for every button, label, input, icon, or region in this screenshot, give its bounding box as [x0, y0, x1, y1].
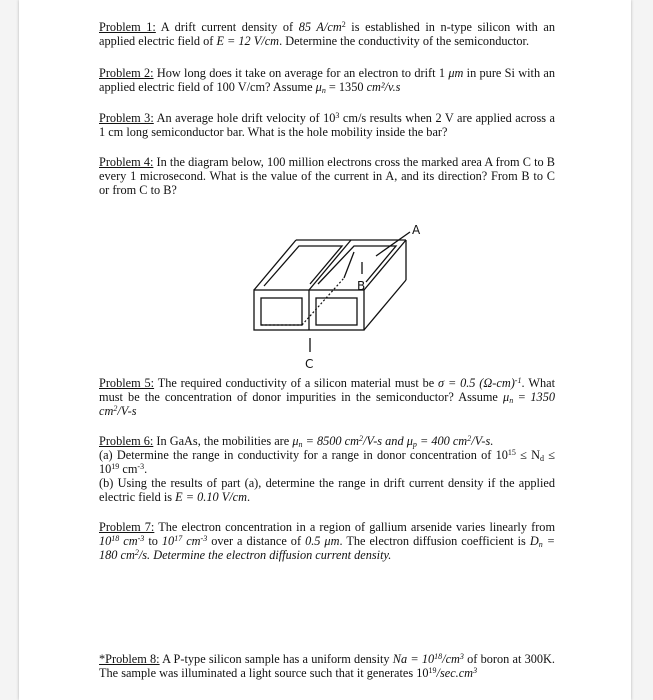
problem-text: How long does it take on average for an electron to drift 1 — [153, 66, 449, 80]
superscript: -1 — [514, 376, 522, 385]
problem-text: A drift current density of — [155, 20, 299, 34]
problem-text: In the diagram below, 100 million electrons cross the marked area A from C to B every 1 microsecond. What is the value of the current in A, and its direction? From B to C or from C to B? — [99, 155, 555, 197]
math-expression: cm — [119, 534, 138, 548]
inner-top-panel — [264, 246, 342, 286]
problem-1 — [99, 20, 555, 48]
problem-text: . The electron diffusion coefficient is — [339, 534, 530, 548]
bar-top-edge — [254, 240, 296, 290]
superscript: 19 — [428, 666, 437, 675]
math-symbol: μ — [406, 434, 413, 448]
problem-text: The required conductivity of a silicon material must be — [154, 376, 439, 390]
problem-label: *Problem 8: — [99, 652, 160, 666]
problem-5 — [99, 376, 555, 418]
problem-text: over a distance of — [207, 534, 306, 548]
problem-7 — [99, 520, 555, 562]
problem-text: to — [144, 534, 162, 548]
problem-text: . Determine the conductivity of the semiconductor. — [279, 34, 530, 48]
superscript: 2 — [134, 548, 139, 557]
superscript: 2 — [467, 434, 472, 443]
math-expression: 10 — [161, 534, 175, 548]
math-symbol: μm — [448, 66, 464, 80]
math-expression: cm — [182, 534, 201, 548]
math-expression: = 400 cm — [416, 434, 468, 448]
problem-text: cm/s results when 2 V are applied across a 1 cm long semiconductor bar. What is the hole mobility inside the bar? — [99, 111, 555, 139]
subscript: p — [412, 440, 417, 449]
superscript: 3 — [459, 652, 464, 661]
part-b-text: (b) Using the results of part (a), determine the range in drift current density if the applied electric field is — [99, 476, 555, 504]
problem-8 — [99, 652, 555, 680]
math-expression: = 180 cm — [99, 534, 556, 562]
bar-top-edge — [309, 240, 351, 290]
part-a-text: (a) Determine the range in conductivity for a range in donor concentration of 10 — [99, 448, 508, 462]
superscript: 2 — [358, 434, 363, 443]
problem-text: is established in n-type silicon with an applied electric field of — [99, 20, 555, 48]
label-b: B — [357, 279, 366, 293]
math-symbol: μ — [292, 434, 299, 448]
math-expression: 1350 cm — [99, 390, 555, 418]
area-pointer-line — [376, 232, 410, 256]
subscript: n — [298, 440, 303, 449]
math-expression: = 8500 cm — [302, 434, 359, 448]
superscript: 2 — [113, 404, 118, 413]
problem-text: A P-type silicon sample has a uniform density — [159, 652, 393, 666]
semiconductor-bar-diagram — [214, 212, 434, 372]
problem-label: Problem 6: — [99, 434, 154, 448]
problem-text: = — [513, 390, 531, 404]
math-symbol: μ — [315, 80, 322, 94]
problem-2 — [99, 66, 555, 94]
problem-label: Problem 4: — [99, 155, 154, 169]
problem-text: The electron concentration in a region of gallium arsenide varies linearly from — [154, 520, 556, 534]
part-a-text: ≤ N — [515, 448, 541, 462]
label-a: A — [412, 223, 421, 237]
label-c: C — [305, 357, 314, 371]
subscript: n — [509, 396, 514, 405]
math-expression: Na = 10 — [392, 652, 435, 666]
problem-text: . What must be the concentration of donor impurities in the semiconductor? Assume — [99, 376, 556, 404]
math-expression: 0.5 μm — [305, 534, 340, 548]
subscript: n — [538, 540, 543, 549]
problem-text: in pure Si with an applied electric field of 100 V/cm? Assume — [99, 66, 556, 94]
part-a-text: cm — [119, 462, 138, 476]
math-expression: /sec.cm — [436, 666, 474, 680]
problem-4 — [99, 155, 555, 197]
subscript: n — [321, 86, 326, 95]
math-expression: 10 — [99, 534, 112, 548]
math-expression: /s. Determine the electron diffusion current density. — [138, 548, 392, 562]
part-b-text: . — [246, 490, 251, 504]
problem-label: Problem 2: — [99, 66, 154, 80]
marked-area-dotted-edge — [302, 278, 344, 325]
math-expression: /cm — [442, 652, 460, 666]
problem-label: Problem 1: — [99, 20, 156, 34]
problem-6: Problem 6: In GaAs, the mobilities are $\mu_n = 8500$ $cm^2/V-s$ and $\mu_p = 400$ $cm^2/V-s$. (a) Determine the range in conductivity for a range in donor concentration of $10^{15} \le N_d \le 10^{19}$ $cm^{-3}$. (b) Using the results of part (a), determine the range in drift current density if the applied electric field is E = 0.10 V/cm. — [99, 434, 556, 504]
problem-text: In GaAs, the mobilities are — [153, 434, 293, 448]
superscript: 17 — [174, 534, 183, 543]
superscript: -3 — [200, 534, 208, 543]
math-expression: /V-s and — [362, 434, 407, 448]
superscript: -3 — [137, 534, 145, 543]
problem-3 — [99, 111, 555, 139]
problem-text: An average hole drift velocity of 10 — [153, 111, 336, 125]
inner-panel — [261, 298, 302, 325]
part-a-text: ≤ 10 — [99, 448, 556, 476]
superscript: 3 — [335, 111, 340, 120]
problem-label: Problem 5: — [99, 376, 155, 390]
subscript: d — [540, 454, 545, 463]
math-symbol: μ — [503, 390, 510, 404]
superscript: 15 — [507, 448, 516, 457]
superscript: 19 — [111, 462, 120, 471]
inner-panel — [316, 298, 357, 325]
math-expression: E = 12 V/cm — [216, 34, 280, 48]
superscript: 2 — [341, 20, 346, 29]
problem-label: Problem 3: — [99, 111, 154, 125]
superscript: 3 — [473, 666, 478, 675]
math-expression: σ = 0.5 (Ω-cm) — [438, 376, 515, 390]
problem-text: = 1350 — [325, 80, 367, 94]
document-page — [19, 0, 631, 700]
math-expression: cm²/v.s — [366, 80, 401, 94]
math-expression: /V-s. — [471, 434, 494, 448]
superscript: 18 — [111, 534, 120, 543]
math-expression: E = 0.10 V/cm — [175, 490, 247, 504]
superscript: -3 — [137, 462, 145, 471]
problem-label: Problem 7: — [99, 520, 155, 534]
math-symbol: D — [529, 534, 539, 548]
math-expression: 85 A/cm — [298, 20, 342, 34]
bar-top-edge — [364, 240, 406, 290]
superscript: 18 — [434, 652, 443, 661]
problem-text: of boron at 300K. The sample was illuminated a light source such that it generates 10 — [99, 652, 555, 680]
bar-right-edge — [364, 280, 406, 330]
math-expression: /V-s — [117, 404, 137, 418]
